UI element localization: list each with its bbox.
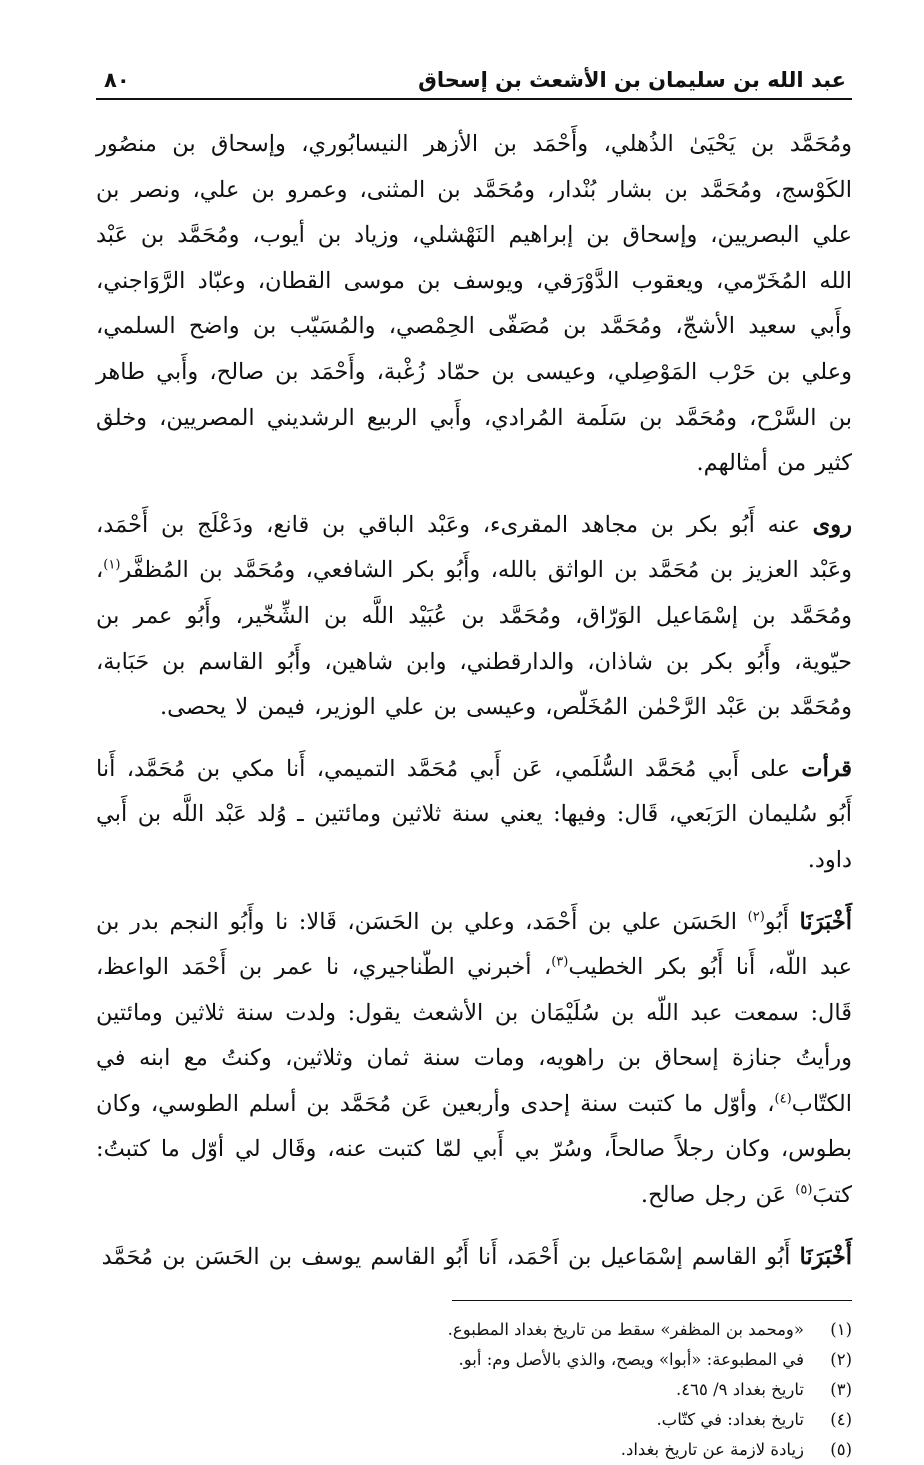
paragraph-birth-report xyxy=(96,747,852,884)
paragraph-text: عَن رجل صالح. xyxy=(640,1182,796,1209)
footnote-text: في المطبوعة: «أبوا» ويصح، والذي بالأصل وم: أبو. xyxy=(458,1350,804,1370)
paragraph-text: ، أخبرني الطّناجيري، نا عمر بن أَحْمَد الواعظ، قَال: سمعت عبد اللّه بن سُلَيْمَان بن الأشعث يقول: ولدت سنة ثلاثين ومائتين ورأيتُ جنازة إسحاق بن راهويه، ومات سنة ثمان وثلاثين، وكنتُ مع ابنه في الكتّاب xyxy=(96,954,852,1117)
paragraph-text: الحَسَن علي بن أَحْمَد، وعلي بن الحَسَن، قَالا: نا وأَبُو النجم بدر بن عبد اللّه، أَنا أَبُو بكر الخطيب xyxy=(96,908,852,981)
footnote-ref-2[interactable]: (٢) xyxy=(747,909,765,924)
running-title: عبد الله بن سليمان بن الأشعث بن إسحاق xyxy=(418,68,846,92)
footnote-item xyxy=(96,1435,852,1465)
paragraph-lead-word: أَخْبَرَنَا xyxy=(799,908,852,935)
paragraph-narrators xyxy=(96,503,852,731)
footnotes xyxy=(96,1315,852,1465)
page-header xyxy=(96,68,852,98)
footnote-number: (٣) xyxy=(830,1380,852,1400)
paragraph-text: أَبُو xyxy=(764,908,800,935)
paragraph-lead-word: قرأت xyxy=(801,755,852,782)
footnote-item xyxy=(96,1315,852,1345)
header-rule xyxy=(96,98,852,100)
footnote-item xyxy=(96,1405,852,1435)
paragraph-text: ، وأوّل ما كتبت سنة إحدى وأربعين عَن مُحَمَّد بن أسلم الطوسي، وكان بطوس، وكان رجلاً صالحاً، وسُرّ بي أَبي لمّا كتبت عنه، وقَال لي أوّل ما كتبتُ: كتبَ xyxy=(96,1090,852,1209)
page-number: ٨٠ xyxy=(104,68,130,92)
paragraph-text: أَبُو القاسم إسْمَاعيل بن أَحْمَد، أَنا أَبُو القاسم يوسف بن الحَسَن بن مُحَمَّد xyxy=(101,1243,800,1270)
footnote-ref-5[interactable]: (٥) xyxy=(795,1182,813,1198)
paragraph-teachers xyxy=(96,122,852,487)
footnote-number: (٥) xyxy=(830,1440,852,1460)
footnote-ref-3[interactable]: (٣) xyxy=(551,954,569,970)
paragraph-text: ومُحَمَّد بن يَحْيَىٰ الذُهلي، وأَحْمَد بن الأزهر النيسابُوري، وإسحاق بن منصُور الكَوْسج، ومُحَمَّد بن بشار بُنْدار، ومُحَمَّد بن المثنى، وعمرو بن علي، ونصر بن علي البصريين، وإسحاق بن إبراهيم النَهْشلي، وزياد بن أيوب، ومُحَمَّد بن عَبْد الله المُخَرّمي، ويعقوب الدَّوْرَقي، ويوسف بن موسى القطان، وعبّاد الرَّوَاجني، وأَبي سعيد الأشجّ، ومُحَمَّد بن مُصَفّى الحِمْصي، والمُسَيّب بن واضح السلمي، وعلي بن حَرْب المَوْصِلي، وعيسى بن حمّاد زُغْبة، وأَحْمَد بن صالح، وأَبي طاهر بن السَّرْح، ومُحَمَّد بن سَلَمة المُرادي، وأَبي الربيع الرشديني المصريين، وخلق كثير من أمثالهم. xyxy=(96,131,852,477)
footnote-number: (٢) xyxy=(830,1350,852,1370)
footnote-text: تاريخ بغداد ٩/ ٤٦٥. xyxy=(676,1380,804,1400)
footnote-text: «ومحمد بن المظفر» سقط من تاريخ بغداد المطبوع. xyxy=(447,1320,804,1340)
footnote-item xyxy=(96,1375,852,1405)
paragraph-text: على أَبي مُحَمَّد السُّلَمي، عَن أَبي مُحَمَّد التميمي، أَنا مكي بن مُحَمَّد، أَنا أَبُو سُليمان الرَبَعي، قَال: وفيها: يعني سنة ثلاثين ومائتين ـ وُلد عَبْد اللَّه بن أَبي داود. xyxy=(96,755,852,873)
paragraph-narration-continued xyxy=(96,1235,852,1281)
footnote-ref-1[interactable]: (١) xyxy=(103,557,121,573)
footnote-number: (١) xyxy=(830,1320,852,1340)
footnote-number: (٤) xyxy=(830,1410,852,1430)
footnote-separator xyxy=(452,1300,852,1301)
footnote-text: تاريخ بغداد: في كتّاب. xyxy=(656,1410,804,1430)
paragraph-lead-word: روى xyxy=(812,511,852,538)
paragraph-text: عنه أَبُو بكر بن مجاهد المقرىء، وعَبْد الباقي بن قانع، ودَعْلَج بن أَحْمَد، وعَبْد العزيز بن مُحَمَّد بن الواثق بالله، وأَبُو بكر الشافعي، ومُحَمَّد بن المُظفَّر xyxy=(96,511,852,584)
footnote-item xyxy=(96,1345,852,1375)
footnote-text: زيادة لازمة عن تاريخ بغداد. xyxy=(620,1440,804,1460)
paragraph-text: ، ومُحَمَّد بن إسْمَاعيل الوَرّاق، ومُحَمَّد بن عُبَيْد اللَّه بن الشِّخّير، وأَبُو عمر بن حيّوية، وأَبُو بكر بن شاذان، والدارقطني، وابن شاهين، وأَبُو القاسم بن حَبَابة، ومُحَمَّد بن عَبْد الرَّحْمٰن المُخَلّص، وعيسى بن علي الوزير، فيمن لا يحصى. xyxy=(96,557,852,721)
paragraph-narration xyxy=(96,900,852,1219)
paragraph-lead-word: أَخْبَرَنَا xyxy=(799,1243,852,1270)
footnote-ref-4[interactable]: (٤) xyxy=(774,1091,792,1107)
